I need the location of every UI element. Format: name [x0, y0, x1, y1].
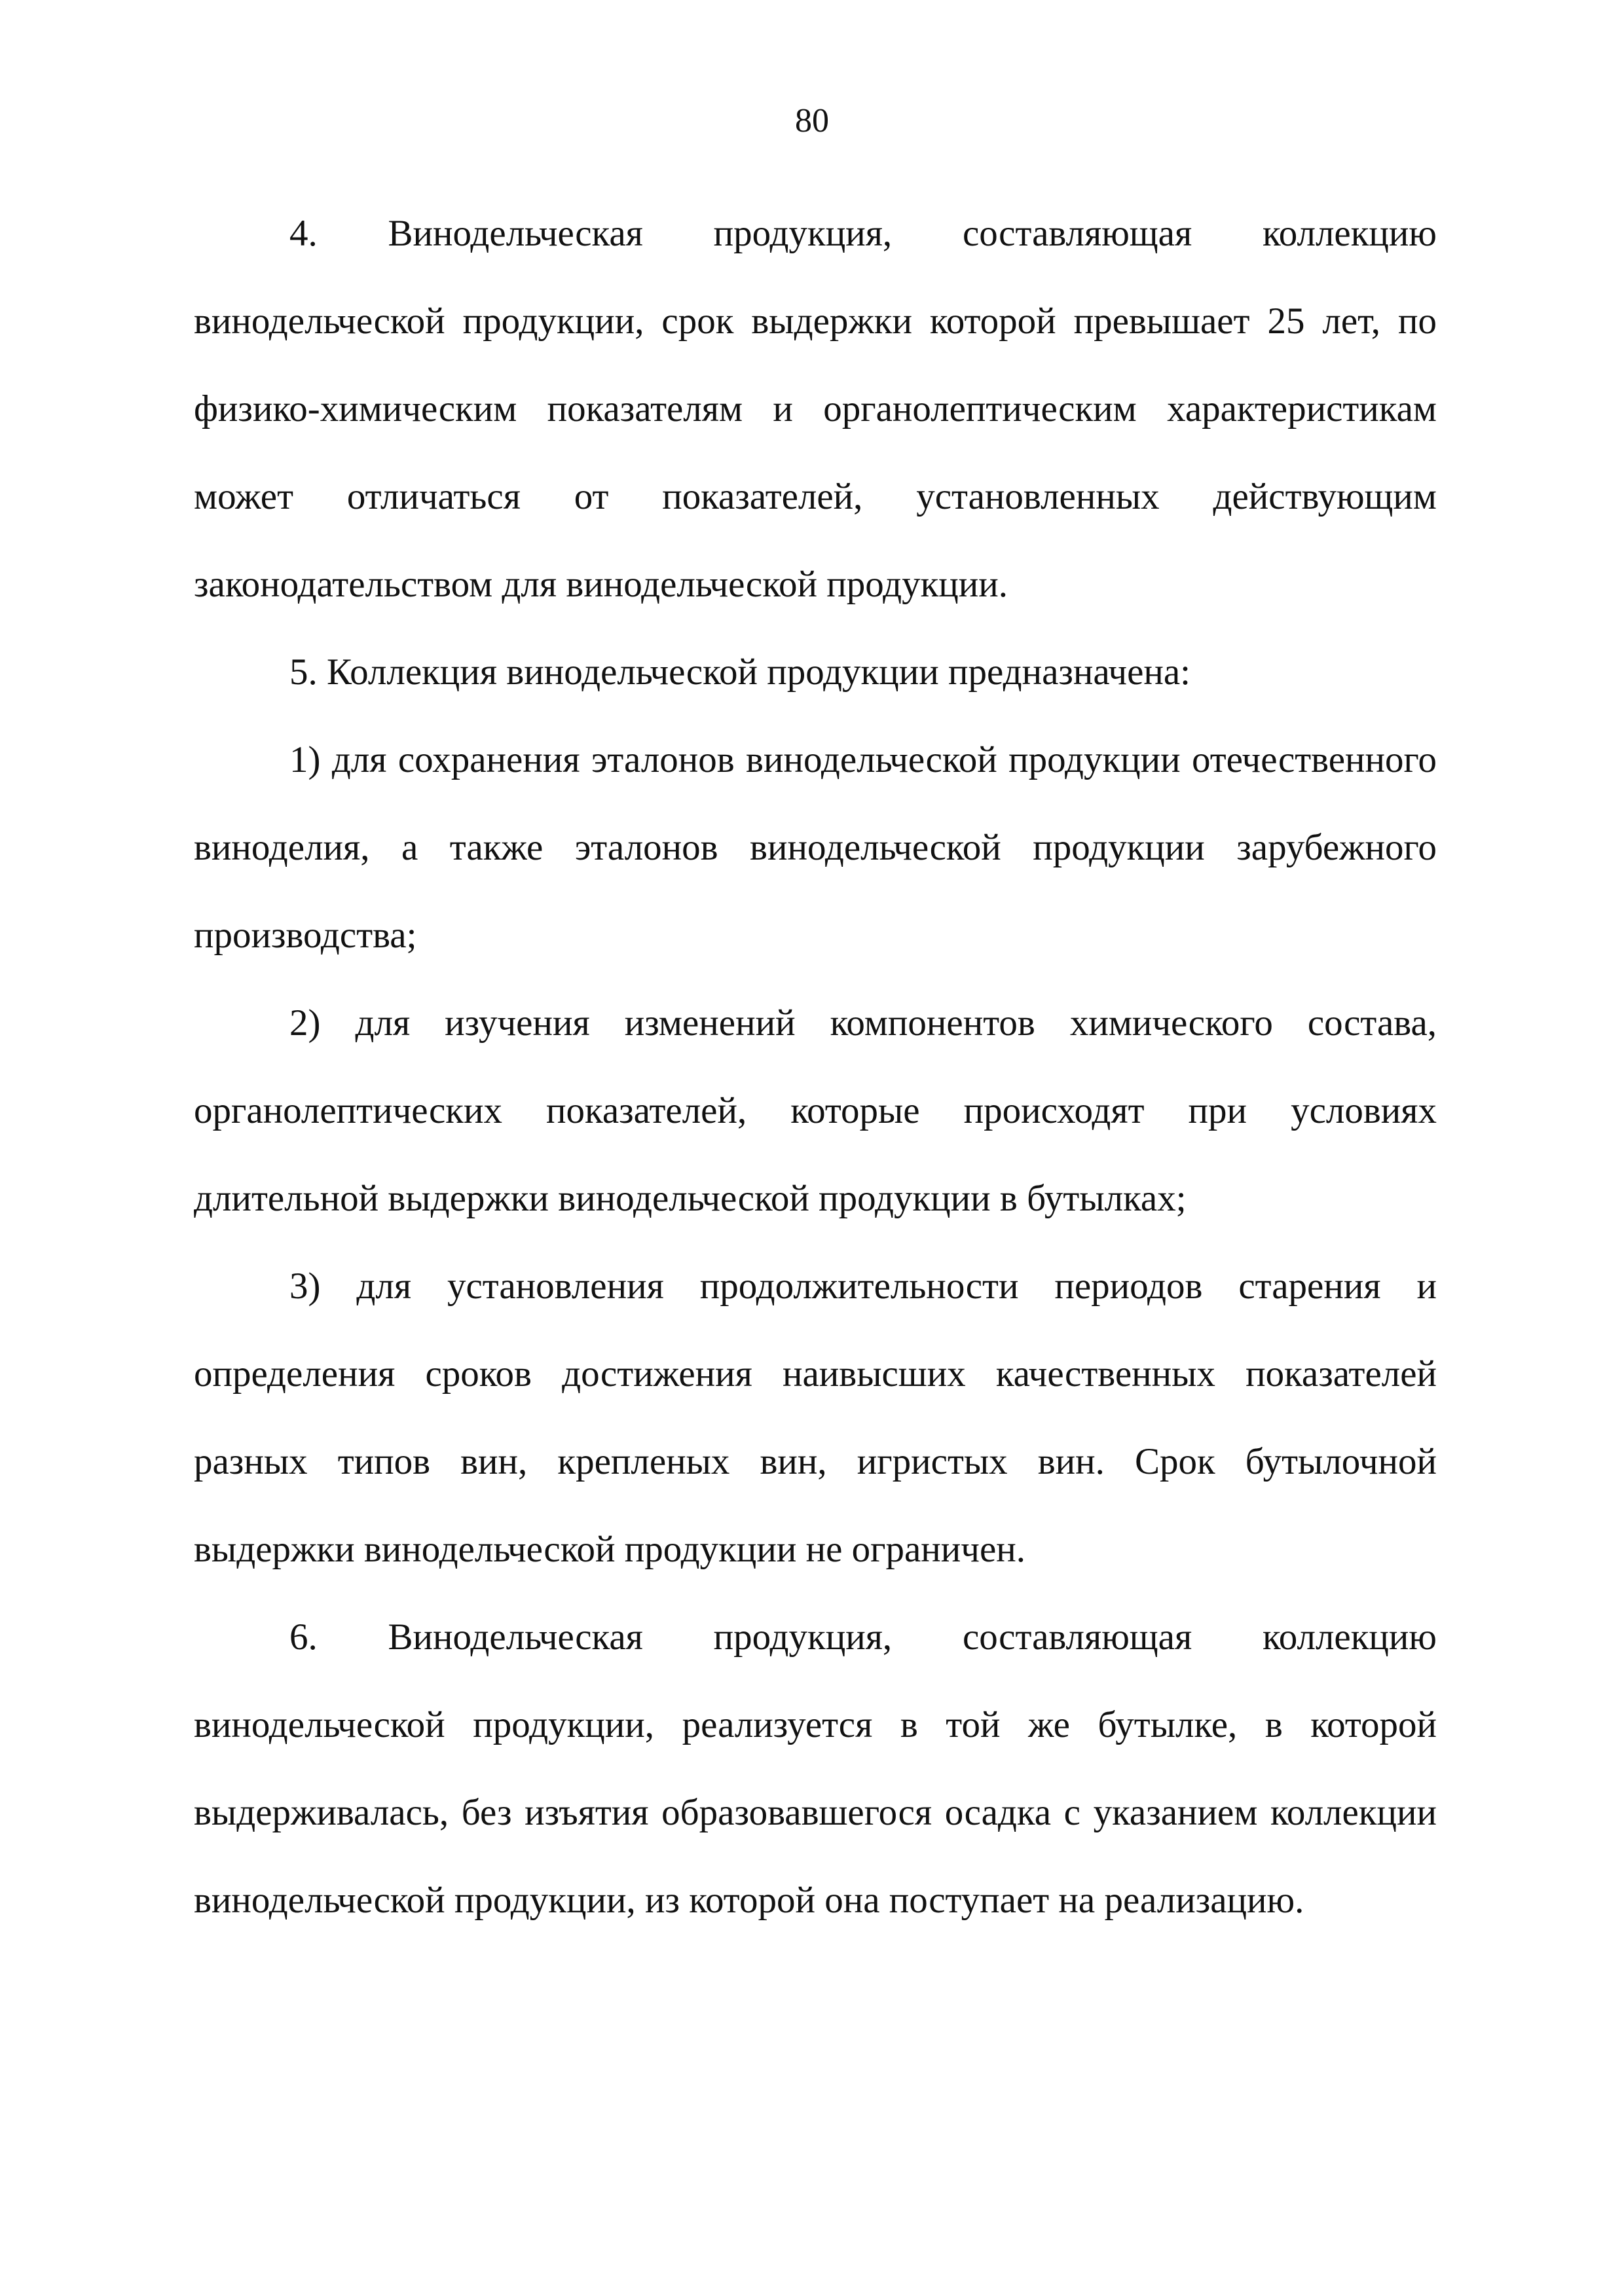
- paragraph-item-4: 4. Винодельческая продукция, составляющая коллекцию винодельческой продукции, срок выдержки которой превышает 25 лет, по физико-химическим показателям и органолептическим характеристикам может отличаться от показателей, установленных действующим законодательством для винодельческой продукции.: [194, 213, 1437, 605]
- document-body: [194, 190, 1437, 1944]
- list-item-1: 1) для сохранения эталонов винодельческой продукции отечественного виноделия, а также эталонов винодельческой продукции зарубежного производства;: [194, 739, 1437, 956]
- list-item-3: 3) для установления продолжительности периодов старения и определения сроков достижения наивысших качественных показателей разных типов вин, крепленых вин, игристых вин. Срок бутылочной выдержки винодельческой продукции не ограничен.: [194, 1266, 1437, 1570]
- paragraph-item-5: 5. Коллекция винодельческой продукции предназначена:: [289, 651, 1191, 693]
- paragraph-item-6: 6. Винодельческая продукция, составляющая коллекцию винодельческой продукции, реализуется в той же бутылке, в которой выдерживалась, без изъятия образовавшегося осадка с указанием коллекции винодельческой продукции, из которой она поступает на реализацию.: [194, 1616, 1437, 1921]
- list-item-2: 2) для изучения изменений компонентов химического состава, органолептических показателей, которые происходят при условиях длительной выдержки винодельческой продукции в бутылках;: [194, 1002, 1437, 1219]
- page-number: 80: [795, 102, 829, 139]
